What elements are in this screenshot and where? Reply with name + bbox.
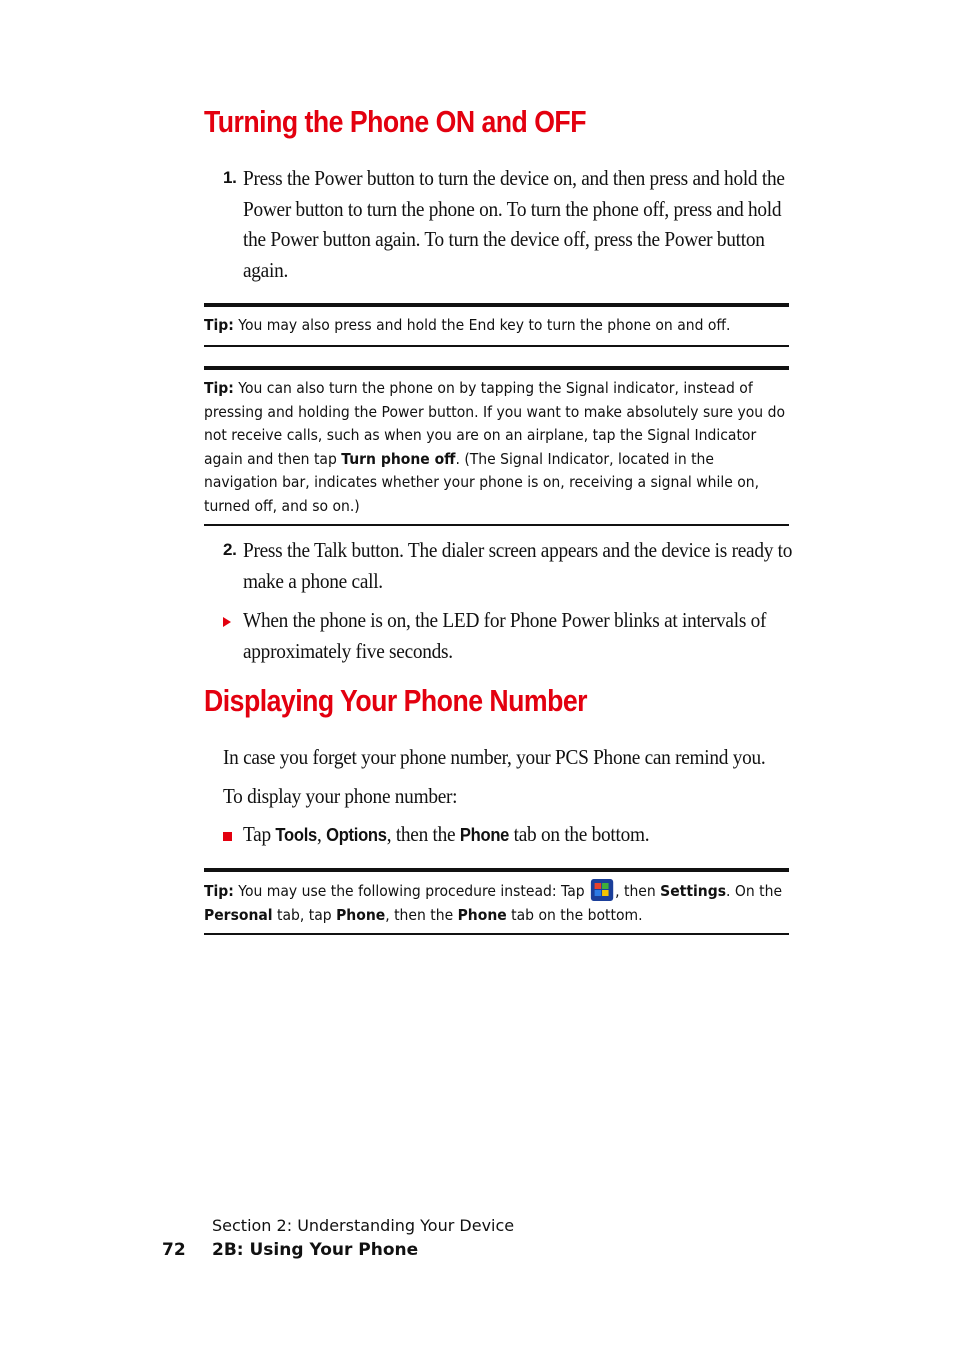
tip-box-start-settings xyxy=(204,868,789,935)
tip-text: You may also press and hold the End key to turn the phone on and off. xyxy=(238,316,731,334)
step-text: Press the Power button to turn the device on, and then press and hold the Power button to turn the phone on. To turn the phone off, press and hold the Power button again. To turn the device off, press the Power button again. xyxy=(243,166,785,282)
tip-text-3: . On the xyxy=(726,882,783,900)
footer-section-title: Section 2: Understanding Your Device xyxy=(212,1216,515,1235)
tip-text-a: You can also turn the phone on by tapping the Signal indicator, instead of pressing and holding the Power button. If you want to make absolutely sure you do not receive calls, such as when you are on an airplane, tap the Signal Indicator again and then tap xyxy=(204,379,785,468)
menu-tools: Tools xyxy=(275,825,317,845)
tip-box-end-key xyxy=(204,303,789,347)
windows-start-icon xyxy=(591,879,613,901)
footer-chapter-title: 2B: Using Your Phone xyxy=(212,1240,419,1260)
tip-bold-personal: Personal xyxy=(204,905,273,924)
tip-text-5: , then the xyxy=(385,905,458,924)
tip-bold-phone: Phone xyxy=(336,905,386,924)
menu-options: Options xyxy=(326,825,387,845)
bullet-text-3: , then the xyxy=(386,822,460,846)
bullet-text-4: tab on the bottom. xyxy=(509,822,650,846)
tip-label: Tip: xyxy=(204,882,234,900)
tip-label: Tip: xyxy=(204,316,234,334)
tip-label: Tip: xyxy=(204,379,234,397)
tip-text-6: tab on the bottom. xyxy=(506,905,643,924)
tip-bold-settings: Settings xyxy=(660,882,727,900)
paragraph-forget-number: In case you forget your phone number, your PCS Phone can remind you. xyxy=(223,745,766,769)
tip-text-2: , then xyxy=(615,882,661,900)
bullet-tap-tools-options xyxy=(223,819,789,851)
bullet-text-1: Tap xyxy=(243,822,276,846)
heading-displaying-phone-number: Displaying Your Phone Number xyxy=(204,683,588,718)
step-text: Press the Talk button. The dialer screen appears and the device is ready to make a phone call. xyxy=(243,538,793,593)
tip-text-4: tab, tap xyxy=(272,905,337,924)
step-1 xyxy=(223,163,789,285)
tip-text-1: You may use the following procedure instead: Tap xyxy=(238,882,590,900)
footer-page-number: 72 xyxy=(162,1240,186,1260)
tab-phone: Phone xyxy=(459,825,510,845)
paragraph-to-display: To display your phone number: xyxy=(223,784,458,808)
note-led-blink xyxy=(223,605,789,666)
red-triangle-bullet-icon xyxy=(223,605,231,636)
step-2 xyxy=(223,535,793,596)
step-number: 2. xyxy=(223,540,237,559)
tip-bold-turn-phone-off: Turn phone off xyxy=(341,449,456,468)
note-text: When the phone is on, the LED for Phone Power blinks at intervals of approximately five seconds. xyxy=(243,608,767,663)
bullet-text xyxy=(243,819,804,851)
bullet-text-2: , xyxy=(316,822,327,846)
step-number: 1. xyxy=(223,168,237,187)
heading-turning-phone-on-off: Turning the Phone ON and OFF xyxy=(204,104,586,139)
tip-box-signal-indicator xyxy=(204,366,789,526)
tip-text-b: . (The Signal Indicator, located in the navigation bar, indicates whether your phone is on, receiving a signal while on, turned off, and so on.) xyxy=(204,449,760,515)
red-square-bullet-icon xyxy=(223,819,232,850)
tip-bold-phone-tab: Phone xyxy=(457,905,507,924)
